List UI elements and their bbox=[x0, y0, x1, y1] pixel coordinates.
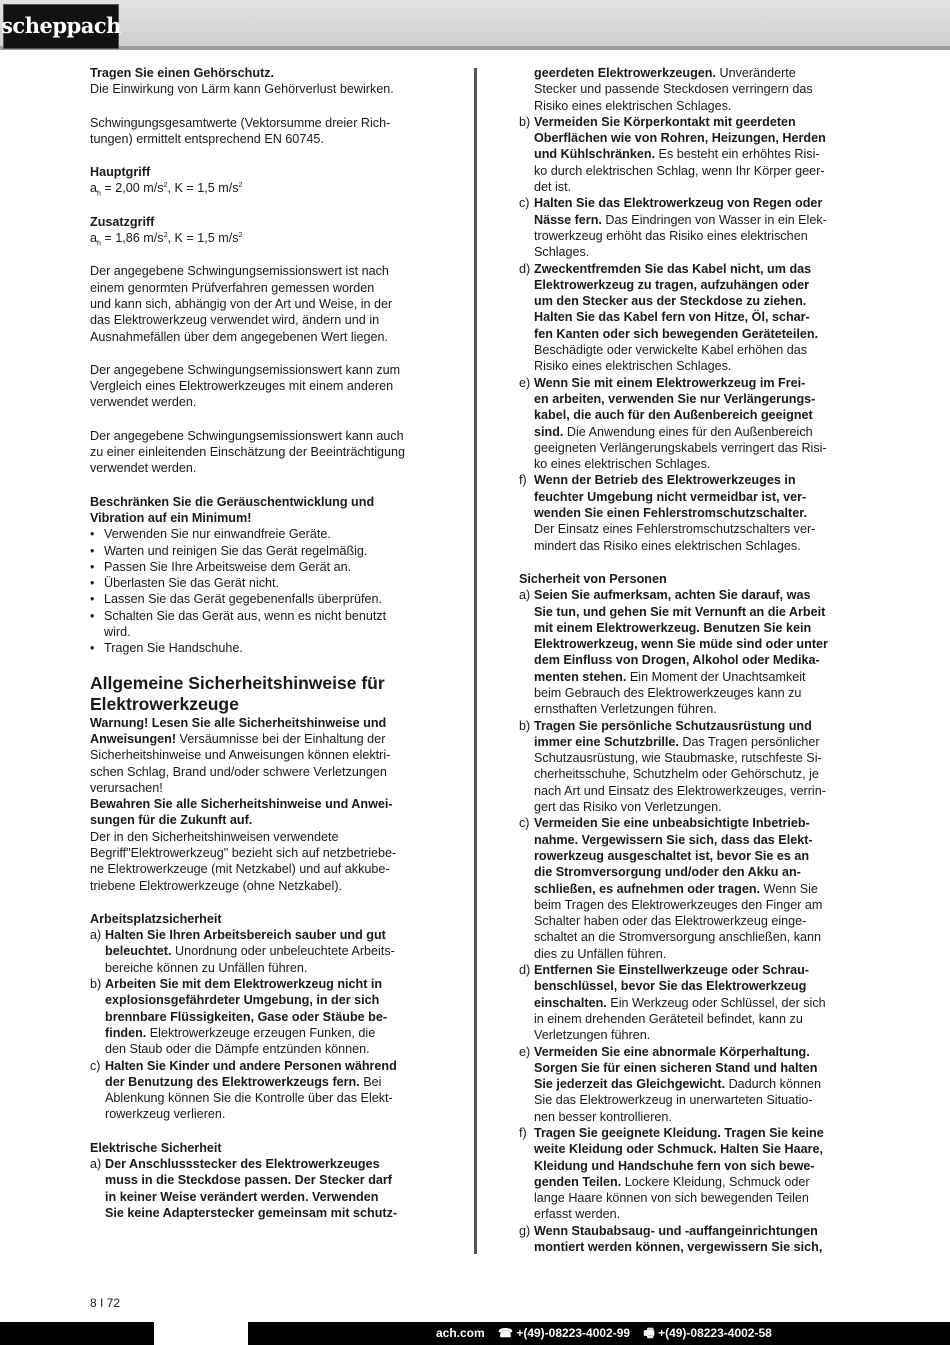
website-link[interactable]: ach.com bbox=[436, 1326, 485, 1340]
text-line: nach Art und Einsatz des Elektrowerkzeuges, verrin- bbox=[534, 783, 826, 798]
text-line: Risiko eines elektrischen Schlages. bbox=[534, 98, 732, 113]
text-line: Der angegebene Schwingungsemissionswert kann zum bbox=[90, 362, 401, 377]
header-bar bbox=[0, 0, 950, 50]
text-line: Bewahren Sie alle Sicherheitshinweise und Anwei- bbox=[90, 797, 393, 812]
text-line: Schutzausrüstung, wie Staubmaske, rutschfeste Si- bbox=[534, 751, 822, 766]
bullet-item: • Schalten Sie das Gerät aus, wenn es nicht benutzt bbox=[90, 608, 435, 624]
text-line: fen Kanten oder sich bewegenden Geräteteilen. bbox=[534, 326, 819, 341]
item-label: e) bbox=[519, 375, 531, 390]
aux-grip-title: Zusatzgriff bbox=[90, 214, 155, 229]
text-line: Begriff"Elektrowerkzeug" bezieht sich auf netzbetriebe- bbox=[90, 845, 397, 860]
text-line: Vibration auf ein Minimum! bbox=[90, 510, 252, 525]
vibration-intro bbox=[90, 115, 435, 148]
text-line: Seien Sie aufmerksam, achten Sie darauf, was bbox=[534, 588, 811, 603]
item-label: a) bbox=[519, 588, 531, 603]
text-line: schen Schlag, Brand und/oder schwere Verletzungen bbox=[90, 764, 387, 779]
text-line: Halten Sie Ihren Arbeitsbereich sauber und gut bbox=[105, 928, 386, 943]
list-item bbox=[519, 718, 864, 816]
text-line: die Stromversorgung und/oder den Akku an- bbox=[534, 865, 801, 880]
text-line: Der in den Sicherheitshinweisen verwendete bbox=[90, 829, 339, 844]
workplace-title: Arbeitsplatzsicherheit bbox=[90, 911, 222, 926]
left-column bbox=[90, 65, 435, 1221]
phone-number: ☎ +(49)-08223-4002-99 bbox=[498, 1326, 631, 1340]
electrical-item-a bbox=[90, 1156, 435, 1221]
list-item bbox=[90, 927, 435, 976]
text-line: ko durch elektrischen Schlag, wenn Ihr Körper geer- bbox=[534, 163, 825, 178]
text-line: Halten Sie das Elektrowerkzeug von Regen oder bbox=[534, 196, 823, 211]
text-line: muss in die Steckdose passen. Der Stecker darf bbox=[105, 1173, 392, 1188]
text-line: Vermeiden Sie eine abnormale Körperhaltung. bbox=[534, 1044, 810, 1059]
text-line: Wenn Sie mit einem Elektrowerkzeug im Frei- bbox=[534, 375, 806, 390]
text-line: tungen) ermittelt entsprechend EN 60745. bbox=[90, 131, 324, 146]
text-line: und Kühlschränken. Es besteht ein erhöhtes Risi- bbox=[534, 147, 820, 162]
text-line: Vergleich eines Elektrowerkzeuges mit einem anderen bbox=[90, 379, 394, 394]
text-line: geerdeten Elektrowerkzeugen. Unveränderte bbox=[534, 66, 796, 80]
text-line: schaltet an die Stromversorgung anschließen, kann bbox=[534, 930, 822, 945]
text-line: beim Gebrauch des Elektrowerkzeuges kann zu bbox=[534, 685, 802, 700]
text-line: verursachen! bbox=[90, 780, 163, 795]
persons-list bbox=[519, 587, 864, 1255]
text-line: einschalten. Ein Werkzeug oder Schlüssel, der sich bbox=[534, 995, 826, 1010]
text-line: Kleidung und Handschuhe fern von sich bewe- bbox=[534, 1158, 815, 1173]
text-line: genden Teilen. Lockere Kleidung, Schmuck oder bbox=[534, 1174, 810, 1189]
text-line: verwendet werden. bbox=[90, 395, 197, 410]
text-line: Elektrowerkzeuge bbox=[90, 693, 239, 714]
electrical-a-continued bbox=[519, 65, 864, 114]
list-item bbox=[90, 1058, 435, 1123]
text-line: kabel, die auch für den Außenbereich geeignet bbox=[534, 408, 813, 423]
item-label: b) bbox=[519, 718, 531, 733]
text-line: verwendet werden. bbox=[90, 461, 197, 476]
text-line: rowerkzeug verlieren. bbox=[105, 1107, 226, 1122]
vibration-paragraph-1 bbox=[90, 263, 435, 344]
item-label: g) bbox=[519, 1223, 531, 1238]
bullet-item: • Lassen Sie das Gerät gegebenenfalls überprüfen. bbox=[90, 591, 435, 607]
list-item bbox=[519, 1125, 864, 1223]
workplace-list bbox=[90, 927, 435, 1123]
bullet-item: • Warten und reinigen Sie das Gerät regelmäßig. bbox=[90, 543, 435, 559]
text-line: Vermeiden Sie Körperkontakt mit geerdeten bbox=[534, 114, 796, 129]
text-line: Wenn Staubabsaug- und -auffangeinrichtungen bbox=[534, 1223, 818, 1238]
text-line: ne Elektrowerkzeuge (mit Netzkabel) und auf akkube- bbox=[90, 862, 390, 877]
text-line: zu einer einleitenden Einschätzung der Beeinträchtigung bbox=[90, 445, 406, 460]
text-line: Stecker und passende Steckdosen verringern das bbox=[534, 82, 813, 97]
persons-title: Sicherheit von Personen bbox=[519, 571, 667, 586]
text-line: erfasst werden. bbox=[534, 1207, 621, 1222]
page-number: 8 I 72 bbox=[90, 1296, 121, 1310]
text-line: nen besser kontrollieren. bbox=[534, 1109, 672, 1124]
text-line: Der Anschlussstecker des Elektrowerkzeuges bbox=[105, 1157, 380, 1172]
text-line: Der angegebene Schwingungsemissionswert kann auch bbox=[90, 428, 404, 443]
text-line: menten stehen. Ein Moment der Unachtsamkeit bbox=[534, 669, 806, 684]
text-line: Vermeiden Sie eine unbeabsichtigte Inbetrieb- bbox=[534, 816, 810, 831]
item-label: b) bbox=[519, 114, 531, 129]
text-line: immer eine Schutzbrille. Das Tragen persönlicher bbox=[534, 734, 820, 749]
aux-grip-value: $a_h = 1,86$ $m/s^2$, K = 1,5 $m/s^2$ bbox=[90, 231, 243, 248]
text-line: Sicherheitshinweise und Anweisungen können elektri- bbox=[90, 748, 391, 763]
text-line: triebene Elektrowerkzeuge (ohne Netzkabel). bbox=[90, 878, 343, 893]
text-line: Zweckentfremden Sie das Kabel nicht, um das bbox=[534, 261, 812, 276]
text-line: cherheitsschuhe, Schutzhelm oder Gehörschutz, je bbox=[534, 767, 819, 782]
text-line: sungen für die Zukunft auf. bbox=[90, 813, 253, 828]
right-column bbox=[519, 65, 864, 1255]
text-line: Schlages. bbox=[534, 245, 590, 260]
text-line: wenden Sie einen Fehlerstromschutzschalter. bbox=[534, 506, 807, 521]
text-line: Warnung! Lesen Sie alle Sicherheitshinweise und bbox=[90, 715, 387, 730]
hearing-text: Die Einwirkung von Lärm kann Gehörverlust bewirken. bbox=[90, 82, 394, 97]
list-item bbox=[519, 472, 864, 553]
bullet-item: wird. bbox=[104, 625, 131, 640]
text-line: einem genormten Prüfverfahren gemessen worden bbox=[90, 280, 375, 295]
item-label: c) bbox=[519, 196, 530, 211]
text-line: Entfernen Sie Einstellwerkzeuge oder Schrau- bbox=[534, 963, 810, 978]
text-line: den Staub oder die Dämpfe entzünden können. bbox=[105, 1042, 370, 1057]
text-line: Schwingungsgesamtwerte (Vektorsumme dreier Rich- bbox=[90, 115, 391, 130]
bullet-list bbox=[90, 526, 435, 656]
text-line: finden. Elektrowerkzeuge erzeugen Funken, die bbox=[105, 1025, 376, 1040]
text-line: en arbeiten, verwenden Sie nur Verlängerungs- bbox=[534, 391, 816, 406]
electrical-list bbox=[519, 114, 864, 554]
text-line: Sie das Elektrowerkzeug in unerwarteten Situatio- bbox=[534, 1093, 813, 1108]
item-label: c) bbox=[90, 1058, 101, 1073]
text-line: Sie keine Adapterstecker gemeinsam mit schutz- bbox=[105, 1205, 398, 1220]
list-item bbox=[519, 587, 864, 717]
text-line: Sie jederzeit das Gleichgewicht. Dadurch können bbox=[534, 1077, 821, 1092]
text-line: Ablenkung können Sie die Kontrolle über das Elekt- bbox=[105, 1091, 393, 1106]
list-item bbox=[519, 375, 864, 473]
item-label: a) bbox=[90, 928, 102, 943]
bullet-item: • Tragen Sie Handschuhe. bbox=[90, 640, 435, 656]
list-item bbox=[90, 1156, 435, 1221]
vibration-paragraph-3 bbox=[90, 428, 435, 477]
text-line: sind. Die Anwendung eines für den Außenbereich bbox=[534, 424, 813, 439]
list-item bbox=[519, 815, 864, 962]
text-line: mit einem Elektrowerkzeug. Benutzen Sie kein bbox=[534, 620, 812, 635]
text-line: gert das Risiko von Verletzungen. bbox=[534, 800, 722, 815]
bullet-item: • Überlasten Sie das Gerät nicht. bbox=[90, 575, 435, 591]
text-line: geeigneten Verlängerungskabels verringert das Risi- bbox=[534, 440, 827, 455]
item-label: e) bbox=[519, 1044, 531, 1059]
text-line: ernsthaften Verletzungen führen. bbox=[534, 702, 717, 717]
main-grip-title: Hauptgriff bbox=[90, 165, 151, 180]
text-line: Beschränken Sie die Geräuschentwicklung und bbox=[90, 494, 375, 509]
text-line: Elektrowerkzeug zu tragen, aufzuhängen oder bbox=[534, 277, 810, 292]
text-line: lange Haare können von sich bewegenden Teilen bbox=[534, 1191, 809, 1206]
text-line: feuchter Umgebung nicht vermeidbar ist, ver- bbox=[534, 489, 807, 504]
brand-logo bbox=[3, 4, 119, 49]
text-line: Nässe fern. Das Eindringen von Wasser in ein Elek- bbox=[534, 212, 827, 227]
electrical-title: Elektrische Sicherheit bbox=[90, 1140, 222, 1155]
list-item bbox=[519, 261, 864, 375]
text-line: Ausnahmefällen über dem angegebenen Wert liegen. bbox=[90, 329, 389, 344]
list-item bbox=[519, 1044, 864, 1125]
text-line: Halten Sie Kinder und andere Personen während bbox=[105, 1058, 397, 1073]
text-line: brennbare Flüssigkeiten, Gase oder Stäube be- bbox=[105, 1009, 388, 1024]
text-line: beim Tragen des Elektrowerkzeuges den Finger am bbox=[534, 897, 823, 912]
item-label: a) bbox=[90, 1157, 102, 1172]
text-line: Wenn der Betrieb des Elektrowerkzeuges in bbox=[534, 473, 796, 488]
text-line: montiert werden können, vergewissern Sie sich, bbox=[534, 1240, 823, 1255]
footer-gap bbox=[154, 1322, 248, 1345]
item-label: d) bbox=[519, 261, 531, 276]
text-line: Verletzungen führen. bbox=[534, 1028, 651, 1043]
text-line: trowerkzeug erhöht das Risiko eines elektrischen bbox=[534, 228, 808, 243]
text-line: Elektrowerkzeug, wenn Sie müde sind oder unter bbox=[534, 637, 828, 652]
text-line: Tragen Sie geeignete Kleidung. Tragen Sie keine bbox=[534, 1126, 824, 1140]
text-line: weite Kleidung oder Schmuck. Halten Sie Haare, bbox=[534, 1142, 824, 1157]
text-line: mindert das Risiko eines elektrischen Schlages. bbox=[534, 538, 801, 553]
item-label: f) bbox=[519, 473, 527, 488]
safety-heading bbox=[90, 673, 435, 715]
logo-text: scheppach bbox=[1, 13, 121, 39]
text-line: rowerkzeug ausgeschaltet ist, bevor Sie es an bbox=[534, 848, 810, 863]
hearing-title: Tragen Sie einen Gehörschutz. bbox=[90, 66, 275, 80]
text-line: in einem drehenden Geräteteil befindet, kann zu bbox=[534, 1011, 803, 1026]
text-line: Risiko eines elektrischen Schlages. bbox=[534, 359, 732, 374]
bullet-item: • Verwenden Sie nur einwandfreie Geräte. bbox=[90, 526, 435, 542]
text-line: nahme. Vergewissern Sie sich, dass das Elekt- bbox=[534, 832, 813, 847]
text-line: in keiner Weise verändert werden. Verwenden bbox=[105, 1189, 379, 1204]
text-line: Halten Sie das Kabel fern von Hitze, Öl, schar- bbox=[534, 310, 810, 325]
list-item bbox=[90, 976, 435, 1057]
fax-number: 🖷 +(49)-08223-4002-58 bbox=[643, 1326, 772, 1340]
text-line: beleuchtet. Unordnung oder unbeleuchtete Arbeits- bbox=[105, 944, 395, 959]
list-item bbox=[519, 962, 864, 1043]
text-line: und kann sich, abhängig von der Art und Weise, in der bbox=[90, 296, 393, 311]
text-line: Der angegebene Schwingungsemissionswert ist nach bbox=[90, 264, 389, 279]
text-line: Sie tun, und gehen Sie mit Vernunft an die Arbeit bbox=[534, 604, 826, 619]
text-line: Der Einsatz eines Fehlerstromschutzschalters ver- bbox=[534, 522, 816, 537]
text-line: bereiche können zu Unfällen führen. bbox=[105, 960, 308, 975]
bullet-item: • Passen Sie Ihre Arbeitsweise dem Gerät an. bbox=[90, 559, 435, 575]
text-line: explosionsgefährdeter Umgebung, in der sich bbox=[105, 993, 380, 1008]
text-line: Sorgen Sie für einen sicheren Stand und halten bbox=[534, 1060, 818, 1075]
list-item bbox=[519, 114, 864, 195]
text-line: Arbeiten Sie mit dem Elektrowerkzeug nicht in bbox=[105, 977, 383, 992]
text-line: dem Einfluss von Drogen, Alkohol oder Medika- bbox=[534, 653, 820, 668]
text-line: Anweisungen! Versäumnisse bei der Einhaltung der bbox=[90, 731, 386, 746]
vibration-paragraph-2 bbox=[90, 362, 435, 411]
text-line: Tragen Sie persönliche Schutzausrüstung und bbox=[534, 718, 812, 733]
text-line: der Benutzung des Elektrowerkzeugs fern. Bei bbox=[105, 1074, 382, 1089]
text-line: das Elektrowerkzeug verwendet wird, ändern und in bbox=[90, 313, 380, 328]
warning-block bbox=[90, 715, 435, 894]
text-line: um den Stecker aus der Steckdose zu ziehen. bbox=[534, 294, 807, 309]
text-line: Beschädigte oder verwickelte Kabel erhöhen das bbox=[534, 343, 808, 358]
text-line: benschlüssel, bevor Sie das Elektrowerkzeug bbox=[534, 979, 807, 994]
list-item bbox=[519, 195, 864, 260]
text-line: Allgemeine Sicherheitshinweise für bbox=[90, 672, 385, 693]
text-line: schließen, es aufnehmen oder tragen. Wenn Sie bbox=[534, 881, 818, 896]
text-line: ko eines elektrischen Schlages. bbox=[534, 457, 711, 472]
text-line: Oberflächen wie von Rohren, Heizungen, Herden bbox=[534, 131, 826, 146]
item-label: f) bbox=[519, 1126, 527, 1140]
list-item bbox=[519, 1223, 864, 1256]
footer-contact bbox=[436, 1325, 782, 1341]
limit-title bbox=[90, 494, 435, 527]
text-line: dies zu Unfällen führen. bbox=[534, 946, 667, 961]
text-line: Schalter haben oder das Elektrowerkzeug einge- bbox=[534, 914, 807, 929]
item-label: c) bbox=[519, 816, 530, 831]
item-label: b) bbox=[90, 977, 102, 992]
column-divider bbox=[474, 68, 477, 1254]
main-grip-value: $a_h = 2,00$ $m/s^2$, K = 1,5 $m/s^2$ bbox=[90, 181, 243, 198]
item-label: d) bbox=[519, 963, 531, 978]
text-line: det ist. bbox=[534, 180, 572, 195]
